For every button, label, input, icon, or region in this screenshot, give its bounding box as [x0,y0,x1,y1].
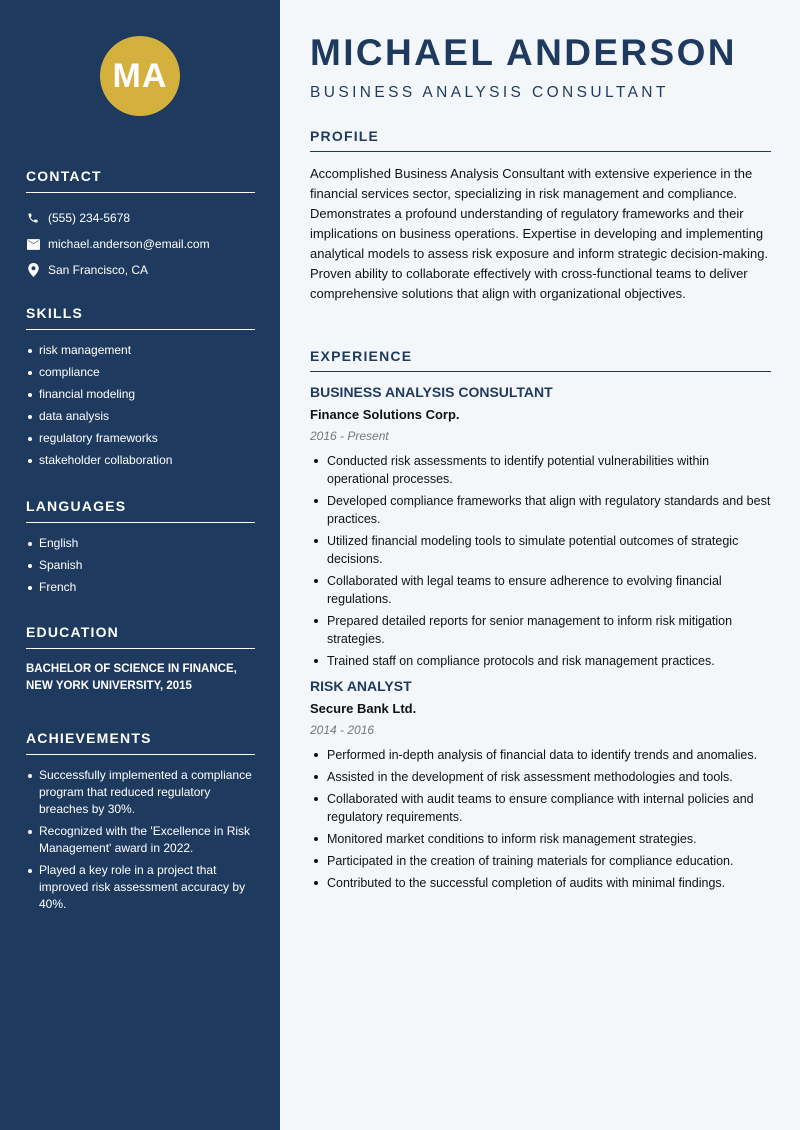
achievements-heading: ACHIEVEMENTS [26,730,255,755]
achievements-section [26,730,255,918]
skill-item: stakeholder collaboration [26,452,255,469]
language-item: English [26,535,255,552]
job-bullet: Prepared detailed reports for senior management to inform risk mitigation strategies. [310,612,771,648]
contact-phone [26,205,255,231]
sidebar [0,0,280,1130]
profile-section [310,128,771,304]
contact-section [26,168,255,283]
job-bullet: Participated in the creation of training materials for compliance education. [310,852,771,870]
candidate-name: MICHAEL ANDERSON [310,32,737,73]
job-bullets [310,746,771,892]
location-pin-icon [26,263,40,277]
job-entry [310,678,771,892]
language-item: French [26,579,255,596]
job-bullets [310,452,771,670]
job-entry [310,384,771,670]
contact-email [26,231,255,257]
location-text: San Francisco, CA [48,263,149,277]
mail-icon [26,237,40,251]
job-role: BUSINESS ANALYSIS CONSULTANT [310,384,553,400]
email-text[interactable]: michael.anderson@email.com [48,237,210,251]
job-bullet: Performed in-depth analysis of financial data to identify trends and anomalies. [310,746,771,764]
skill-item: data analysis [26,408,255,425]
job-bullet: Collaborated with legal teams to ensure adherence to evolving financial regulations. [310,572,771,608]
achievements-list [26,767,255,913]
job-bullet: Utilized financial modeling tools to simulate potential outcomes of strategic decisions. [310,532,771,568]
skills-heading: SKILLS [26,305,255,330]
phone-icon [26,211,40,225]
achievement-item: Recognized with the 'Excellence in Risk Management' award in 2022. [26,823,255,857]
job-bullet: Monitored market conditions to inform risk management strategies. [310,830,771,848]
job-bullet: Trained staff on compliance protocols and risk management practices. [310,652,771,670]
job-bullet: Contributed to the successful completion of audits with minimal findings. [310,874,771,892]
job-bullet: Developed compliance frameworks that align with regulatory standards and best practices. [310,492,771,528]
job-bullet: Assisted in the development of risk assessment methodologies and tools. [310,768,771,786]
profile-heading: PROFILE [310,128,771,152]
job-bullet: Collaborated with audit teams to ensure compliance with internal policies and regulatory requirements. [310,790,771,826]
languages-list [26,535,255,596]
language-item: Spanish [26,557,255,574]
job-dates: 2016 - Present [310,429,389,443]
candidate-title: BUSINESS ANALYSIS CONSULTANT [310,84,669,101]
achievement-item: Successfully implemented a compliance program that reduced regulatory breaches by 30%. [26,767,255,818]
job-role: RISK ANALYST [310,678,412,694]
experience-section [310,348,771,896]
contact-location [26,257,255,283]
skill-item: compliance [26,364,255,381]
job-dates: 2014 - 2016 [310,723,375,737]
contact-heading: CONTACT [26,168,255,193]
job-company: Secure Bank Ltd. [310,701,417,716]
avatar [100,36,180,116]
skill-item: regulatory frameworks [26,430,255,447]
skills-section [26,305,255,474]
skills-list [26,342,255,469]
languages-section [26,498,255,601]
education-section [26,624,255,695]
profile-text: Accomplished Business Analysis Consultant with extensive experience in the financial services sector, specializing in risk management and compliance. Demonstrates a profound understanding of regulatory frameworks and their implications on business operations. Expertise in developing and implementing analytical models to assess risk exposure and inform strategic decision-making. Proven ability to collaborate effectively with cross-functional teams to deliver comprehensive solutions that align with organizational objectives. [310,166,769,301]
education-school: NEW YORK UNIVERSITY, 2015 [26,680,192,692]
avatar-initials: MA [112,56,168,95]
job-company: Finance Solutions Corp. [310,407,460,422]
skill-item: financial modeling [26,386,255,403]
education-degree: BACHELOR OF SCIENCE IN FINANCE, [26,663,237,675]
languages-heading: LANGUAGES [26,498,255,523]
achievement-item: Played a key role in a project that improved risk assessment accuracy by 40%. [26,862,255,913]
skill-item: risk management [26,342,255,359]
job-bullet: Conducted risk assessments to identify potential vulnerabilities within operational processes. [310,452,771,488]
experience-heading: EXPERIENCE [310,348,771,372]
phone-text[interactable]: (555) 234-5678 [48,211,131,225]
education-heading: EDUCATION [26,624,255,649]
